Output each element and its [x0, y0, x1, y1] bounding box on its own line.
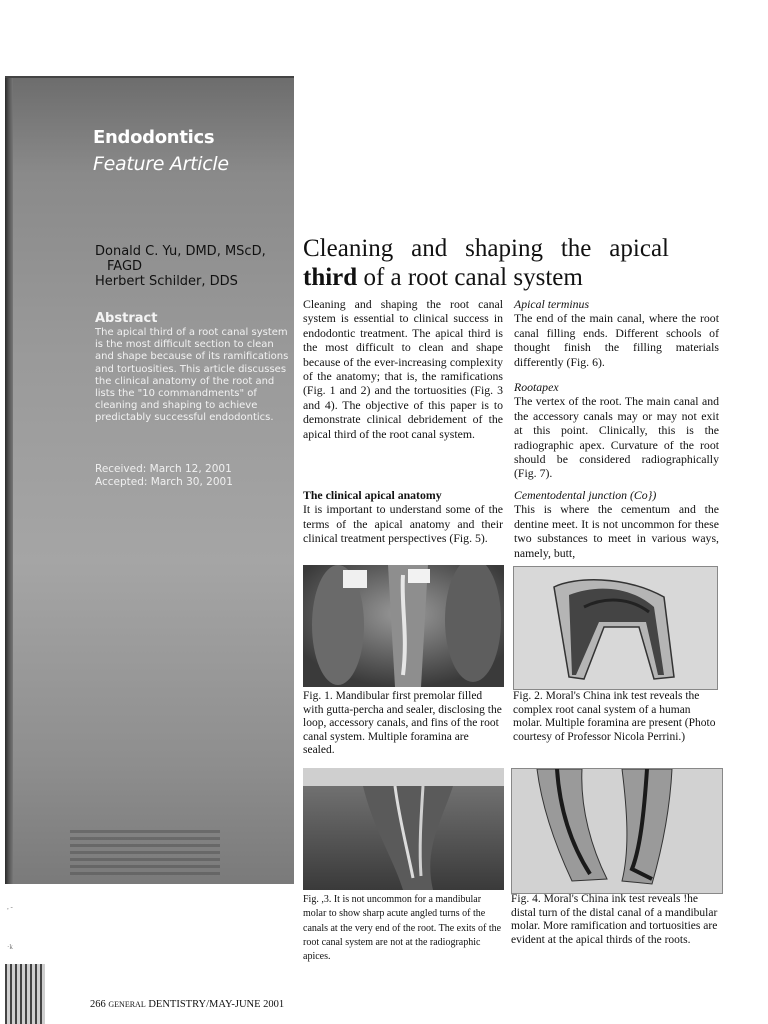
column-right — [514, 380, 719, 481]
accepted-date: Accepted: March 30, 2001 — [95, 476, 233, 488]
figure-4-caption: Fig. 4. Moral's China ink test reveals !he distal turn of the distal canal of a mandibular molar. More ramification and tortuosities are evident at the apical thirds of the roots. — [511, 893, 718, 946]
figure-2-ink-test — [513, 566, 718, 690]
term-paragraph: This is where the cementum and the dentine meet. It is not uncommon for these two substances to meet in various ways, namely, butt, — [514, 502, 719, 560]
figure-3-image — [303, 768, 504, 890]
term-heading: Rootapex — [514, 380, 559, 394]
abstract-text: The apical third of a root canal system is the most difficult section to clean and shape because of its ramifications and tortuosities. This article discusses the clinical anatomy of the root and lists the "10 commandments" of cleaning and shaping to achieve predictably successful endodontics. — [95, 327, 289, 424]
binding-edge — [5, 964, 45, 1024]
figure-3-radiograph — [303, 768, 504, 890]
section-label: Endodontics — [93, 127, 215, 148]
title-rest: of a root canal system — [357, 264, 583, 291]
figure-3-caption: Fig. ,3. It is not uncommon for a mandibular molar to show sharp acute angled turns of the canals at the very end of the root. The exits of the root canal system are not at the radiographic apices. — [303, 894, 502, 963]
title-line-2 — [303, 264, 583, 291]
column-left — [303, 297, 503, 441]
figure-1-image — [303, 565, 504, 687]
term-heading: Apical terminus — [514, 297, 590, 311]
page-footer — [90, 999, 284, 1010]
margin-mark: , - — [7, 903, 13, 911]
author-line: Herbert Schilder, DDS — [95, 274, 238, 289]
figure-1-radiograph — [303, 565, 504, 687]
received-date: Received: March 12, 2001 — [95, 463, 232, 475]
article-title — [303, 234, 743, 292]
figure-1-caption: Fig. 1. Mandibular first premolar filled with gutta-percha and sealer, disclosing the loop, accessory canals, and fins of the root canal system. Multiple foramina are sealed. — [303, 690, 502, 757]
footer-journal: DENTISTRY/MAY-JUNE 2001 — [145, 999, 285, 1010]
column-right — [514, 488, 719, 560]
subsection-label: Feature Article — [93, 153, 229, 175]
figure-2-image — [514, 567, 717, 689]
authors — [95, 244, 285, 289]
author-line: FAGD — [107, 259, 143, 274]
clinical-paragraph: It is important to understand some of the terms of the apical anatomy and their clinical treatment perspectives (Fig. 5). — [303, 502, 503, 546]
term-paragraph: The end of the main canal, where the root canal filling ends. Different schools of thought finish the filling materials differently (Fig. 6). — [514, 311, 719, 369]
article-dates — [95, 463, 233, 489]
clinical-section — [303, 488, 503, 546]
bleed-through-text — [70, 830, 220, 878]
figure-4-image — [512, 769, 722, 893]
intro-paragraph: Cleaning and shaping the root canal system is essential to clinical success in endodontic treatment. The apical third is the most difficult to clean and shape because of the ever-increasing complexity of the anatomy; that is, the ramifications (Fig. 1 and 2) and the tortuosities (Fig. 3 and 4). The objective of this paper is to demonstrate clinical debridement of the apical third of the root canal system. — [303, 297, 503, 441]
column-right — [514, 297, 719, 369]
author-line: Donald C. Yu, DMD, MScD, — [95, 244, 266, 259]
title-bold: third — [303, 264, 358, 291]
figure-2-caption: Fig. 2. Moral's China ink test reveals the complex root canal system of a human molar. Multiple foramina are present (Photo courtesy of Professor Nicola Perrini.) — [513, 690, 716, 743]
clinical-heading: The clinical apical anatomy — [303, 488, 442, 502]
footer-journal-small: GENERAL — [108, 1000, 146, 1009]
figure-4-ink-test — [511, 768, 723, 894]
term-heading: Cementodental junction (Co}) — [514, 488, 657, 502]
page-number: 266 — [90, 999, 106, 1010]
margin-mark: ·k — [7, 943, 13, 951]
term-paragraph: The vertex of the root. The main canal and the accessory canals may or may not exit at this point. Clinically, this is the radiographic apex. Curvature of the root should be considered radiographically (Fig. 7). — [514, 394, 719, 481]
abstract-heading: Abstract — [95, 311, 158, 326]
title-line-1: Cleaning and shaping the apical — [303, 235, 669, 262]
